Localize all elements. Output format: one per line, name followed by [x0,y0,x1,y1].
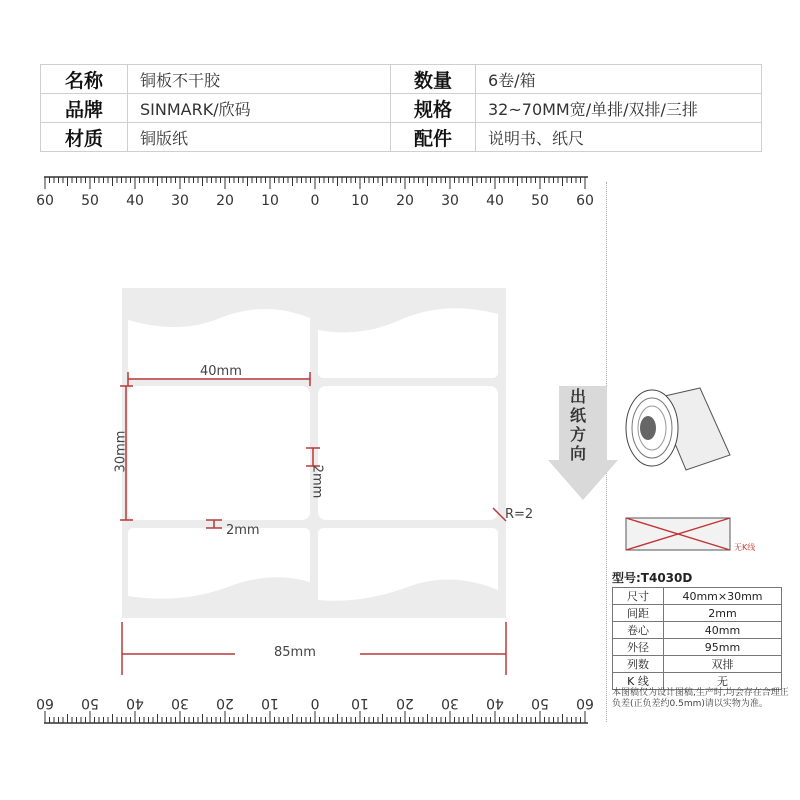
spec-value: SINMARK/欣码 [128,94,391,123]
model-row [613,605,782,622]
model-key: 卷心 [613,622,664,639]
ruler-label: 50 [531,193,549,209]
roll-icon [626,388,730,470]
ruler-label: 10 [261,193,279,209]
spec-value: 铜版纸 [128,123,391,152]
model-value: 95mm [664,639,782,656]
ruler-label: 50 [81,193,99,209]
spec-value: 32~70MM宽/单排/双排/三排 [476,94,762,123]
radius-label: R=2 [505,507,534,522]
model-row [613,656,782,673]
ruler-label: 50 [531,695,549,711]
ruler-label: 60 [36,695,54,711]
ruler-label: 40 [126,695,144,711]
spec-key: 材质 [41,123,128,152]
ruler-label: 30 [171,695,189,711]
label-mid-right [318,386,498,520]
ruler-label: 20 [396,695,414,711]
spec-key: 名称 [41,65,128,94]
ruler-label: 10 [261,695,279,711]
ruler-label: 10 [351,695,369,711]
model-row [613,588,782,605]
model-key: 间距 [613,605,664,622]
model-value: 40mm×30mm [664,588,782,605]
gap-h-label: 2mm [226,523,260,538]
ruler-label: 20 [216,193,234,209]
height-label: 30mm [113,430,129,473]
direction-label: 出纸方向 [569,387,586,463]
gap-v-label: 2mm [309,464,325,499]
ruler-label: 40 [126,193,144,209]
ruler-label: 30 [441,695,459,711]
ruler-label: 20 [216,695,234,711]
model-value: 2mm [664,605,782,622]
spec-value: 6卷/箱 [476,65,762,94]
ruler-label: 50 [81,695,99,711]
width-label: 40mm [200,364,242,379]
ruler-label: 60 [576,695,594,711]
ruler-label: 0 [310,193,320,209]
ruler-label: 20 [396,193,414,209]
ruler-label: 60 [576,193,594,209]
spec-key: 配件 [391,123,476,152]
ruler-label: 60 [36,193,54,209]
model-row [613,673,782,690]
model-key: 列数 [613,656,664,673]
model-table [612,587,782,690]
model-value: 40mm [664,622,782,639]
spec-value: 铜板不干胶 [128,65,391,94]
spec-key: 品牌 [41,94,128,123]
spec-value: 说明书、纸尺 [476,123,762,152]
model-value: 双排 [664,656,782,673]
model-key: 外径 [613,639,664,656]
no-k-line-icon [626,518,730,550]
ruler-label: 30 [441,193,459,209]
model-key: 尺寸 [613,588,664,605]
label-mid-left [128,386,310,520]
model-label: 型号:T4030D [612,571,693,585]
note-text: 本图稿仅为设计图稿,生产时,均会存在合理正负差(正负差约0.5mm)请以实物为准。 [612,688,789,709]
ruler-label: 40 [486,695,504,711]
no-k-label: 无K线 [734,543,756,552]
label-top-right [318,308,498,378]
spec-key: 数量 [391,65,476,94]
label-bottom-left [128,528,310,599]
total-width-label: 85mm [274,645,316,660]
ruler-label: 40 [486,193,504,209]
label-bottom-right [318,528,498,601]
ruler-label: 0 [310,695,320,711]
ruler-label: 10 [351,193,369,209]
ruler-label: 30 [171,193,189,209]
model-key: K 线 [613,673,664,690]
model-row [613,639,782,656]
model-value: 无 [664,673,782,690]
model-row [613,622,782,639]
spec-key: 规格 [391,94,476,123]
direction-arrow-head [548,460,618,500]
